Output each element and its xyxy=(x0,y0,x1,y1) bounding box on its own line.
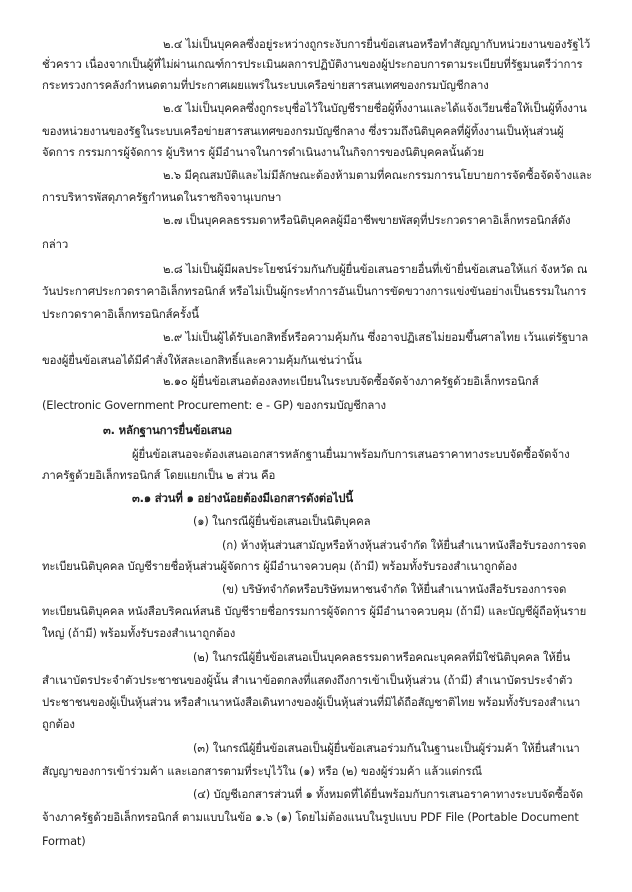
para-2-8-line-3: ประกวดราคาอิเล็กทรอนิกส์ครั้งนี้ xyxy=(42,307,199,321)
para-2-6-line-1: ๒.๖ มีคุณสมบัติและไม่มีลักษณะต้องห้ามตามที่คณะกรรมการนโยบายการจัดซื้อจัดจ้างและ xyxy=(163,168,593,182)
section-3-1-heading: ๓.๑ ส่วนที่ ๑ อย่างน้อยต้องมีเอกสารดังต่อไปนี้ xyxy=(132,491,353,505)
item-1b-line-3: ใหญ่ (ถ้ามี) พร้อมทั้งรับรองสำเนาถูกต้อง xyxy=(42,626,236,640)
item-1b-line-1: (ข) บริษัทจำกัดหรือบริษัทมหาชนจำกัด ให้ยื่นสำเนาหนังสือรับรองการจด xyxy=(222,582,567,596)
section-3-intro-line-2: ภาครัฐด้วยอิเล็กทรอนิกส์ โดยแยกเป็น ๒ ส่วน คือ xyxy=(42,468,276,482)
para-2-6-line-2: การบริหารพัสดุภาครัฐกำหนดในราชกิจจานุเบกษา xyxy=(42,190,282,204)
item-1a-line-1: (ก) ห้างหุ้นส่วนสามัญหรือห้างหุ้นส่วนจำกัด ให้ยื่นสำเนาหนังสือรับรองการจด xyxy=(222,538,587,552)
para-2-8-line-2: วันประกาศประกวดราคาอิเล็กทรอนิกส์ หรือไม่เป็นผู้กระทำการอันเป็นการขัดขวางการแข่งขันอย่างเป็นธรรมในการ xyxy=(42,284,587,298)
item-3-line-1: (๓) ในกรณีผู้ยื่นข้อเสนอเป็นผู้ยื่นข้อเสนอร่วมกันในฐานะเป็นผู้ร่วมค้า ให้ยื่นสำเนา xyxy=(193,741,580,755)
para-2-9-line-2: ของผู้ยื่นข้อเสนอได้มีคำสั่งให้สละเอกสิทธิ์และความคุ้มกันเช่นว่านั้น xyxy=(42,353,362,367)
item-1b-line-2: ทะเบียนนิติบุคคล หนังสือบริคณห์สนธิ บัญชีรายชื่อกรรมการผู้จัดการ ผู้มีอำนาจควบคุม (ถ้ามี) และบัญชีผู้ถือหุ้นราย xyxy=(42,604,587,618)
para-2-7-line-2: กล่าว xyxy=(42,237,69,251)
item-3-line-2: สัญญาของการเข้าร่วมค้า และเอกสารตามที่ระบุไว้ใน (๑) หรือ (๒) ของผู้ร่วมค้า แล้วแต่กรณี xyxy=(42,764,482,778)
para-2-5-line-1: ๒.๕ ไม่เป็นบุคคลซึ่งถูกระบุชื่อไว้ในบัญชีรายชื่อผู้ทิ้งงานและได้แจ้งเวียนชื่อให้เป็นผู้ทิ้งงาน xyxy=(163,101,587,115)
para-2-7-line-1: ๒.๗ เป็นบุคคลธรรมดาหรือนิติบุคคลผู้มีอาชีพขายพัสดุที่ประกวดราคาอิเล็กทรอนิกส์ดัง xyxy=(163,213,571,227)
item-2-line-3: ประชาชนของผู้เป็นหุ้นส่วน หรือสำเนาหนังสือเดินทางของผู้เป็นหุ้นส่วนที่มิได้ถือสัญชาติไทย พร้อมทั้งรับรองสำเนา xyxy=(42,695,581,709)
para-2-10-line-1: ๒.๑๐ ผู้ยื่นข้อเสนอต้องลงทะเบียนในระบบจัดซื้อจัดจ้างภาครัฐด้วยอิเล็กทรอนิกส์ xyxy=(163,374,539,388)
para-2-5-line-3: จัดการ กรรมการผู้จัดการ ผู้บริหาร ผู้มีอำนาจในการดำเนินงานในกิจการของนิติบุคคลนั้นด้วย xyxy=(42,145,484,159)
item-1-line-1: (๑) ในกรณีผู้ยื่นข้อเสนอเป็นนิติบุคคล xyxy=(193,514,371,528)
item-4-line-3: Format) xyxy=(42,834,86,848)
para-2-4-line-1: ๒.๔ ไม่เป็นบุคคลซึ่งอยู่ระหว่างถูกระงับการยื่นข้อเสนอหรือทำสัญญากับหน่วยงานของรัฐไว้ xyxy=(163,37,591,51)
para-2-9-line-1: ๒.๙ ไม่เป็นผู้ได้รับเอกสิทธิ์หรือความคุ้มกัน ซึ่งอาจปฏิเสธไม่ยอมขึ้นศาลไทย เว้นแต่รัฐบาล xyxy=(163,330,589,344)
item-2-line-4: ถูกต้อง xyxy=(42,717,75,731)
item-2-line-2: สำเนาบัตรประจำตัวประชาชนของผู้นั้น สำเนาข้อตกลงที่แสดงถึงการเข้าเป็นหุ้นส่วน (ถ้ามี) สำเนาบัตรประจำตัว xyxy=(42,673,573,687)
item-4-line-1: (๔) บัญชีเอกสารส่วนที่ ๑ ทั้งหมดที่ได้ยื่นพร้อมกับการเสนอราคาทางระบบจัดซื้อจัด xyxy=(193,787,583,801)
para-2-8-line-1: ๒.๘ ไม่เป็นผู้มีผลประโยชน์ร่วมกันกับผู้ยื่นข้อเสนอรายอื่นที่เข้ายื่นข้อเสนอให้แก่ จังหวัด ณ xyxy=(163,262,588,276)
para-2-5-line-2: ของหน่วยงานของรัฐในระบบเครือข่ายสารสนเทศของกรมบัญชีกลาง ซึ่งรวมถึงนิติบุคคลที่ผู้ทิ้งงานเป็นหุ้นส่วนผู้ xyxy=(42,124,564,138)
item-2-line-1: (๒) ในกรณีผู้ยื่นข้อเสนอเป็นบุคคลธรรมดาหรือคณะบุคคลที่มิใช่นิติบุคคล ให้ยื่น xyxy=(193,650,570,664)
para-2-10-line-2: (Electronic Government Procurement: e - GP) ของกรมบัญชีกลาง xyxy=(42,398,386,412)
item-4-line-2: จ้างภาครัฐด้วยอิเล็กทรอนิกส์ ตามแบบในข้อ ๑.๖ (๑) โดยไม่ต้องแนบในรูปแบบ PDF File (Portable Document xyxy=(42,810,579,824)
para-2-4-line-2: ชั่วคราว เนื่องจากเป็นผู้ที่ไม่ผ่านเกณฑ์การประเมินผลการปฏิบัติงานของผู้ประกอบการตามระเบียบที่รัฐมนตรีว่าการ xyxy=(42,57,583,71)
section-3-heading: ๓. หลักฐานการยื่นข้อเสนอ xyxy=(103,423,232,437)
section-3-intro-line-1: ผู้ยื่นข้อเสนอจะต้องเสนอเอกสารหลักฐานยื่นมาพร้อมกับการเสนอราคาทางระบบจัดซื้อจัดจ้าง xyxy=(132,447,570,461)
para-2-4-line-3: กระทรวงการคลังกำหนดตามที่ประกาศเผยแพร่ในระบบเครือข่ายสารสนเทศของกรมบัญชีกลาง xyxy=(42,78,489,92)
item-1a-line-2: ทะเบียนนิติบุคคล บัญชีรายชื่อหุ้นส่วนผู้จัดการ ผู้มีอำนาจควบคุม (ถ้ามี) พร้อมทั้งรับรองสำเนาถูกต้อง xyxy=(42,559,517,573)
